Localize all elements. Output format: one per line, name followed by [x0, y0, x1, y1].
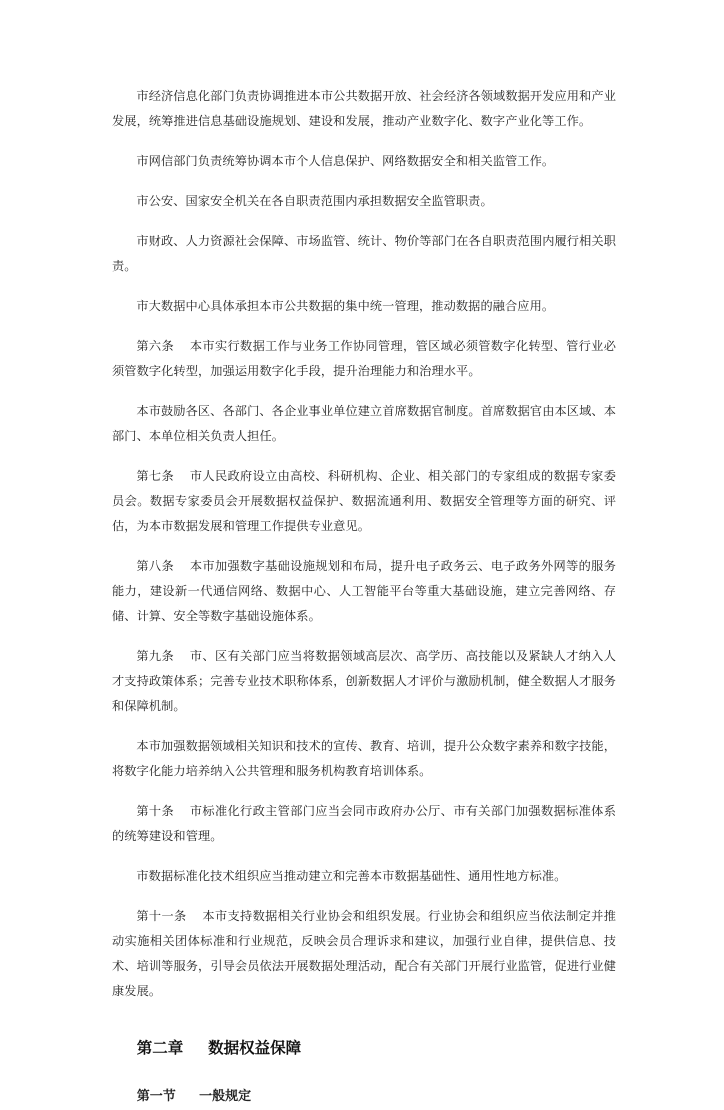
article-11 [112, 904, 616, 1004]
section-heading [112, 1084, 616, 1110]
article-7 [112, 464, 616, 539]
article-8 [112, 554, 616, 629]
paragraph-text: 本市加强数据领域相关知识和技术的宣传、教育、培训，提升公众数字素养和数字技能，将数字化能力培养纳入公共管理和服务机构教育培训体系。 [112, 739, 616, 778]
chapter-number: 第二章 [136, 1039, 184, 1057]
article-number: 第十一条 [136, 909, 187, 923]
paragraph-text: 本市实行数据工作与业务工作协同管理，管区域必须管数字化转型、管行业必须管数字化转型，加强运用数字化手段，提升治理能力和治理水平。 [112, 339, 616, 378]
paragraph-text: 市标准化行政主管部门应当会同市政府办公厅、市有关部门加强数据标准体系的统筹建设和管理。 [112, 804, 616, 843]
article-number: 第九条 [136, 649, 175, 663]
chapter-title: 数据权益保障 [208, 1039, 302, 1057]
paragraph-text: 市公安、国家安全机关在各自职责范围内承担数据安全监管职责。 [136, 194, 493, 208]
document-body [112, 84, 616, 1110]
paragraph-11 [112, 734, 616, 784]
paragraph-7 [112, 399, 616, 449]
article-9 [112, 644, 616, 719]
section-title: 一般规定 [199, 1089, 252, 1104]
paragraph-text: 本市加强数字基础设施规划和布局，提升电子政务云、电子政务外网等的服务能力，建设新一代通信网络、数据中心、人工智能平台等重大基础设施，建立完善网络、存储、计算、安全等数字基础设施体系。 [112, 559, 616, 623]
paragraph-text: 市大数据中心具体承担本市公共数据的集中统一管理，推动数据的融合应用。 [136, 299, 555, 313]
chapter-heading [112, 1034, 616, 1062]
article-number: 第六条 [136, 339, 175, 353]
paragraph-text: 市网信部门负责统筹协调本市个人信息保护、网络数据安全和相关监管工作。 [136, 154, 555, 168]
paragraph-4 [112, 229, 616, 279]
paragraph-13 [112, 864, 616, 889]
article-10 [112, 799, 616, 849]
paragraph-text: 本市支持数据相关行业协会和组织发展。行业协会和组织应当依法制定并推动实施相关团体标准和行业规范，反映会员合理诉求和建议，加强行业自律，提供信息、技术、培训等服务，引导会员依法开展数据处理活动，配合有关部门开展行业监管，促进行业健康发展。 [112, 909, 616, 998]
paragraph-5 [112, 294, 616, 319]
paragraph-1 [112, 84, 616, 134]
article-number: 第十条 [136, 804, 175, 818]
paragraph-text: 市数据标准化技术组织应当推动建立和完善本市数据基础性、通用性地方标准。 [136, 869, 567, 883]
paragraph-text: 市经济信息化部门负责协调推进本市公共数据开放、社会经济各领域数据开发应用和产业发展，统筹推进信息基础设施规划、建设和发展，推动产业数字化、数字产业化等工作。 [112, 89, 616, 128]
article-number: 第七条 [136, 469, 175, 483]
paragraph-2 [112, 149, 616, 174]
paragraph-text: 本市鼓励各区、各部门、各企业事业单位建立首席数据官制度。首席数据官由本区域、本部门、本单位相关负责人担任。 [112, 404, 616, 443]
paragraph-text: 市、区有关部门应当将数据领域高层次、高学历、高技能以及紧缺人才纳入人才支持政策体系；完善专业技术职称体系，创新数据人才评价与激励机制，健全数据人才服务和保障机制。 [112, 649, 616, 713]
paragraph-text: 市财政、人力资源社会保障、市场监管、统计、物价等部门在各自职责范围内履行相关职责。 [112, 234, 616, 273]
section-number: 第一节 [136, 1089, 176, 1104]
paragraph-text: 市人民政府设立由高校、科研机构、企业、相关部门的专家组成的数据专家委员会。数据专家委员会开展数据权益保护、数据流通利用、数据安全管理等方面的研究、评估，为本市数据发展和管理工作提供专业意见。 [112, 469, 616, 533]
article-number: 第八条 [136, 559, 175, 573]
article-6 [112, 334, 616, 384]
paragraph-3 [112, 189, 616, 214]
